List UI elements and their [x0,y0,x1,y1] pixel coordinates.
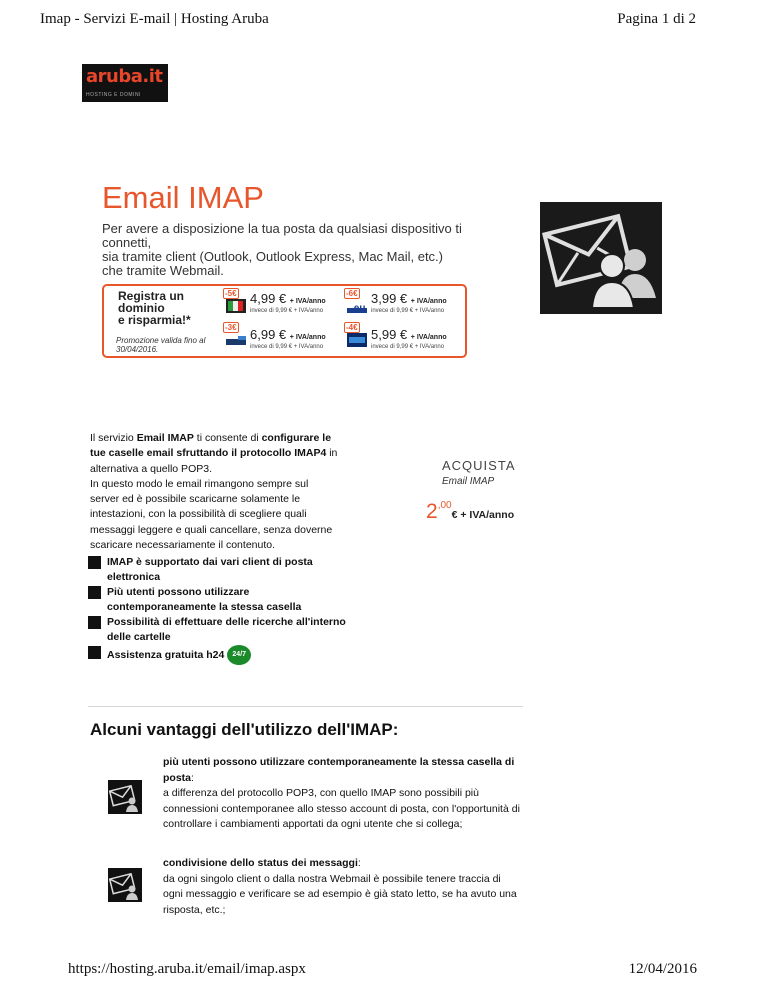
promo-title-line: dominio [118,301,165,315]
email-advantage-icon [108,868,142,902]
desc-text: In questo modo le email rimangono sempre sul server ed è possibile scaricarne solamente le intestazioni, con la possibilità di scegliere quali messaggi leggere e quali cancellare, senza doverne scaricare necessariamente il contenuto. [90,477,333,552]
logo-subtext: HOSTING E DOMINI [86,92,141,98]
advantage-item: condivisione dello status dei messaggi: da ogni singolo client o dalla nostra Webmail è possibile tenere traccia di ogni messaggio e verificare se ad esempio è già stato letto, se ha avuto una risposta, etc.; [163,857,517,916]
it-domain-icon [226,299,246,313]
discount-badge: -6€ [346,289,358,298]
price-value: 4,99 € [250,291,287,306]
advantages-heading: Alcuni vantaggi dell'utilizzo dell'IMAP: [90,720,399,739]
offer-price [250,327,326,342]
subtitle-line: connetti, [102,235,152,250]
feature-text: IMAP è supportato dai vari client di posta elettronica [107,556,313,583]
bullet-icon [88,646,101,659]
desc-text: ti consente di [193,432,262,444]
feature-item [88,555,348,585]
offer-was-price: invece di 9,99 € + IVA/anno [250,344,324,350]
feature-list [88,555,348,665]
buy-product: Email IMAP [442,476,495,487]
feature-item [88,585,348,615]
offer-was-price: invece di 9,99 € + IVA/anno [371,308,445,314]
bullet-icon [88,616,101,629]
bullet-icon [88,556,101,569]
page-subtitle [102,222,482,278]
aruba-logo[interactable] [82,64,168,102]
envelope-users-icon [540,202,662,314]
offer-price [250,291,326,306]
subtitle-line: che tramite Webmail. [102,263,224,278]
price-value: 6,99 € [250,327,287,342]
promo-note [116,336,216,354]
price-value: 5,99 € [371,327,408,342]
email-advantage-icon [108,780,142,814]
page-title: Email IMAP [102,180,264,215]
price-value: 3,99 € [371,291,408,306]
feature-item [88,615,348,645]
feature-text: Più utenti possono utilizzare contemporaneamente la stessa casella [107,586,302,613]
offer-was-price: invece di 9,99 € + IVA/anno [371,344,445,350]
svg-text:.eu: .eu [351,303,366,313]
price-unit: € + IVA/anno [451,509,515,521]
advantage-body: da ogni singolo client o dalla nostra Webmail è possibile tenere traccia di ogni messaggio e verificare se ad esempio è già stato letto, se ha avuto una risposta, etc.; [163,872,517,916]
price-unit: + IVA/anno [410,298,447,305]
promo-note-line: 30/04/2016. [116,345,159,354]
print-footer-date: 12/04/2016 [628,961,697,977]
feature-item [88,645,348,665]
desc-bold: configurare le tue caselle email sfruttando il protocollo IMAP4 [90,432,332,460]
subtitle-line: Per avere a disposizione la tua posta da qualsiasi dispositivo ti [102,221,462,236]
section-divider [88,706,523,707]
offer-was-price: invece di 9,99 € + IVA/anno [250,308,324,314]
buy-label[interactable]: ACQUISTA [442,458,516,473]
advantage-body: a differenza del protocollo POP3, con quello IMAP sono possibili più connessioni contemporanee allo stesso account di posta, con l'opportunità di controllare i cambiamenti apportati da ogni utente che si collega; [163,787,520,830]
discount-badge: -4€ [346,323,358,332]
print-header-title: Imap - Servizi E-mail | Hosting Aruba [40,11,269,27]
offer-price [371,327,447,342]
logo-text: aruba.it [86,66,163,87]
promo-title-line: e risparmia!* [118,313,191,327]
promo-title [118,290,218,326]
feature-text: Possibilità di effettuare delle ricerche all'interno delle cartelle [107,616,346,643]
buy-price [426,500,514,524]
feature-text: Assistenza gratuita h24 [107,648,225,661]
eu-domain-icon [347,299,367,313]
desc-bold: Email IMAP [136,432,194,444]
print-footer-url: https://hosting.aruba.it/email/imap.aspx [68,961,306,977]
price-unit: + IVA/anno [289,334,326,341]
print-header-page: Pagina 1 di 2 [617,11,696,27]
domain-icon [226,333,246,347]
promo-note-line: Promozione valida fino al [116,336,206,345]
advantage-title: più utenti possono utilizzare contemporaneamente la stessa casella di posta [163,756,515,784]
advantage-title: condivisione dello status dei messaggi [163,857,358,869]
domain-icon [347,333,367,347]
desc-text: Il servizio [90,432,137,444]
subtitle-line: sia tramite client (Outlook, Outlook Express, Mac Mail, etc.) [102,249,443,264]
support-24-7-icon: 24/7 [227,645,251,665]
price-unit: + IVA/anno [410,334,447,341]
discount-badge: -3€ [225,323,237,332]
price-unit: + IVA/anno [289,298,326,305]
advantage-item: più utenti possono utilizzare contemporaneamente la stessa casella di posta: a differenza del protocollo POP3, con quello IMAP sono possibili più connessioni contemporanee allo stesso account di posta, con l'opportunità di controllare i cambiamenti apportati da ogni utente che si collega; [163,756,520,830]
email-users-illustration [540,202,662,314]
desc-text: in alternativa a quello POP3. [90,447,338,475]
discount-badge: -5€ [225,289,237,298]
price-decimal: ,00 [437,500,452,511]
service-description [90,431,340,553]
promo-title-line: Registra un [118,289,185,303]
price-integer: 2 [426,500,438,523]
offer-price [371,291,447,306]
bullet-icon [88,586,101,599]
